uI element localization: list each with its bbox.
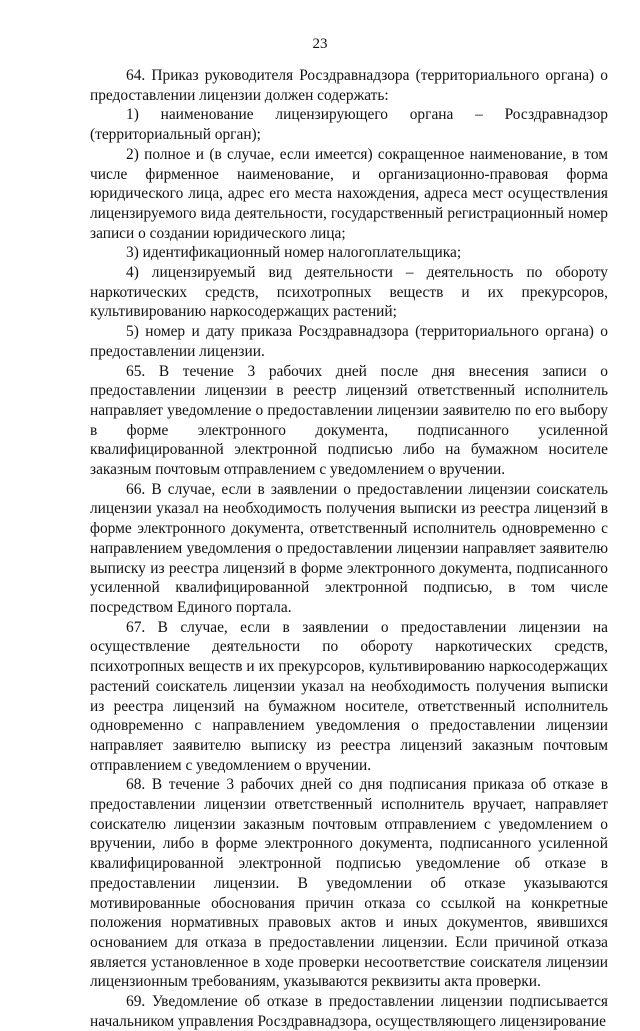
list-item-3: 3) идентификационный номер налогоплательщика; xyxy=(126,244,462,262)
paragraph-65: 65. В течение 3 рабочих дней после дня внесения записи о предоставлении лицензии в реестр лицензий ответственный исполнитель направляет уведомление о предоставлении лицензии заявителю по его выбору в форме электронного документа, подписанного усиленной квалифицированной электронной подписью либо на бумажном носителе заказным почтовым отправлением с уведомлением о вручении. xyxy=(90,362,608,479)
paragraph-67: 67. В случае, если в заявлении о предоставлении лицензии на осуществление деятельности по обороту наркотических средств, психотропных веществ и их прекурсоров, культивированию наркосодержащих растений соискатель лицензии указал на необходимость получения выписки из реестра лицензий на бумажном носителе, ответственный исполнитель одновременно с направлением уведомления о предоставлении лицензии направляет заявителю выписку из реестра лицензий заказным почтовым отправлением с уведомлением о вручении. xyxy=(90,618,608,774)
list-item-2: 2) полное и (в случае, если имеется) сокращенное наименование, в том числе фирменное наименование, и организационно-правовая форма юридического лица, адрес его места нахождения, адреса мест осуществления лицензируемого вида деятельности, государственный регистрационный номер записи о создании юридического лица; xyxy=(90,145,608,242)
page-number: 23 xyxy=(312,36,328,52)
document-body xyxy=(90,66,608,1031)
paragraph-69: 69. Уведомление об отказе в предоставлении лицензии подписывается начальником управления Росздравнадзора, осуществляющего лицензирование xyxy=(90,993,608,1030)
list-item-4: 4) лицензируемый вид деятельности – деятельность по обороту наркотических средств, психотропных веществ и их прекурсоров, культивированию наркосодержащих растений; xyxy=(90,264,608,321)
paragraph-68: 68. В течение 3 рабочих дней со дня подписания приказа об отказе в предоставлении лицензии ответственный исполнитель вручает, направляет соискателю лицензии заказным почтовым отправлением с уведомлением о вручении, либо в форме электронного документа, подписанного усиленной квалифицированной электронной подписью уведомление об отказе в предоставлении лицензии. В уведомлении об отказе указываются мотивированные обоснования причин отказа со ссылкой на конкретные положения нормативных правовых актов и иных документов, явившихся основанием для отказа в предоставлении лицензии. Если причиной отказа является установленное в ходе проверки несоответствие соискателя лицензии лицензионным требованиям, указываются реквизиты акта проверки. xyxy=(90,776,608,991)
paragraph-66: 66. В случае, если в заявлении о предоставлении лицензии соискатель лицензии указал на необходимость получения выписки из реестра лицензий в форме электронного документа, ответственный исполнитель одновременно с направлением уведомления о предоставлении лицензии направляет заявителю выписку из реестра лицензий в форме электронного документа, подписанного усиленной квалифицированной электронной подписью, в том числе посредством Единого портала. xyxy=(90,480,608,616)
list-item-1: 1) наименование лицензирующего органа – Росздравнадзор (территориальный орган); xyxy=(90,106,608,144)
list-item-5: 5) номер и дату приказа Росздравнадзора (территориального органа) о предоставлении лицензии. xyxy=(90,323,608,360)
paragraph-64: 64. Приказ руководителя Росздравнадзора (территориального органа) о предоставлении лицензии должен содержать: xyxy=(90,67,608,104)
